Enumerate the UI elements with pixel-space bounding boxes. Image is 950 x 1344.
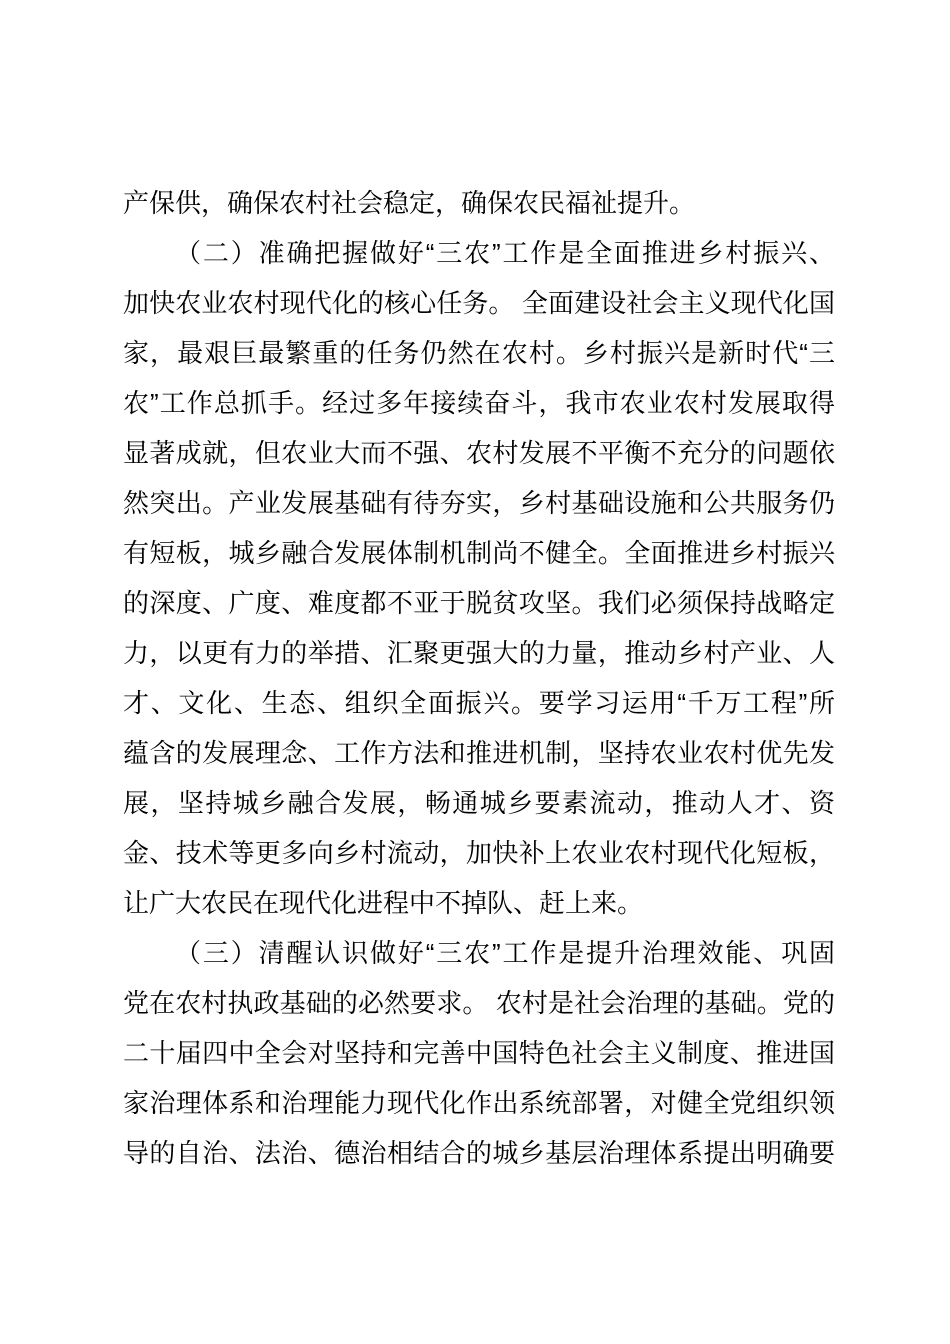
text-line: 二十届四中全会对坚持和完善中国特色社会主义制度、推进国 <box>123 1038 835 1068</box>
text-line: 蕴含的发展理念、工作方法和推进机制，坚持农业农村优先发 <box>123 738 835 768</box>
paragraph <box>123 928 835 1178</box>
text-line: 展，坚持城乡融合发展，畅通城乡要素流动，推动人才、资 <box>123 788 835 818</box>
paragraph <box>123 178 835 228</box>
text-line: 金、技术等更多向乡村流动，加快补上农业农村现代化短板， <box>123 838 835 868</box>
text-line: 力，以更有力的举措、汇聚更强大的力量，推动乡村产业、人 <box>123 638 835 668</box>
text-line: 有短板，城乡融合发展体制机制尚不健全。全面推进乡村振兴 <box>123 538 835 568</box>
document-text-block <box>123 178 835 1178</box>
text-line: 导的自治、法治、德治相结合的城乡基层治理体系提出明确要 <box>123 1138 835 1168</box>
text-line: （二）准确把握做好“三农”工作是全面推进乡村振兴、 <box>175 238 835 268</box>
text-line: （三）清醒认识做好“三农”工作是提升治理效能、巩固 <box>175 938 835 968</box>
text-line: 的深度、广度、难度都不亚于脱贫攻坚。我们必须保持战略定 <box>123 588 835 618</box>
text-line: 家治理体系和治理能力现代化作出系统部署，对健全党组织领 <box>123 1088 835 1118</box>
text-line: 家，最艰巨最繁重的任务仍然在农村。乡村振兴是新时代“三 <box>123 338 835 368</box>
text-line: 让广大农民在现代化进程中不掉队、赶上来。 <box>123 888 644 918</box>
text-line: 显著成就，但农业大而不强、农村发展不平衡不充分的问题依 <box>123 438 835 468</box>
text-line: 产保供，确保农村社会稳定，确保农民福祉提升。 <box>123 188 696 218</box>
text-line: 党在农村执政基础的必然要求。 农村是社会治理的基础。党的 <box>123 988 835 1018</box>
text-line: 然突出。产业发展基础有待夯实，乡村基础设施和公共服务仍 <box>123 488 835 518</box>
paragraph <box>123 228 835 928</box>
text-line: 农”工作总抓手。经过多年接续奋斗，我市农业农村发展取得 <box>123 388 835 418</box>
text-line: 加快农业农村现代化的核心任务。 全面建设社会主义现代化国 <box>123 288 835 318</box>
text-line: 才、文化、生态、组织全面振兴。要学习运用“千万工程”所 <box>123 688 835 718</box>
